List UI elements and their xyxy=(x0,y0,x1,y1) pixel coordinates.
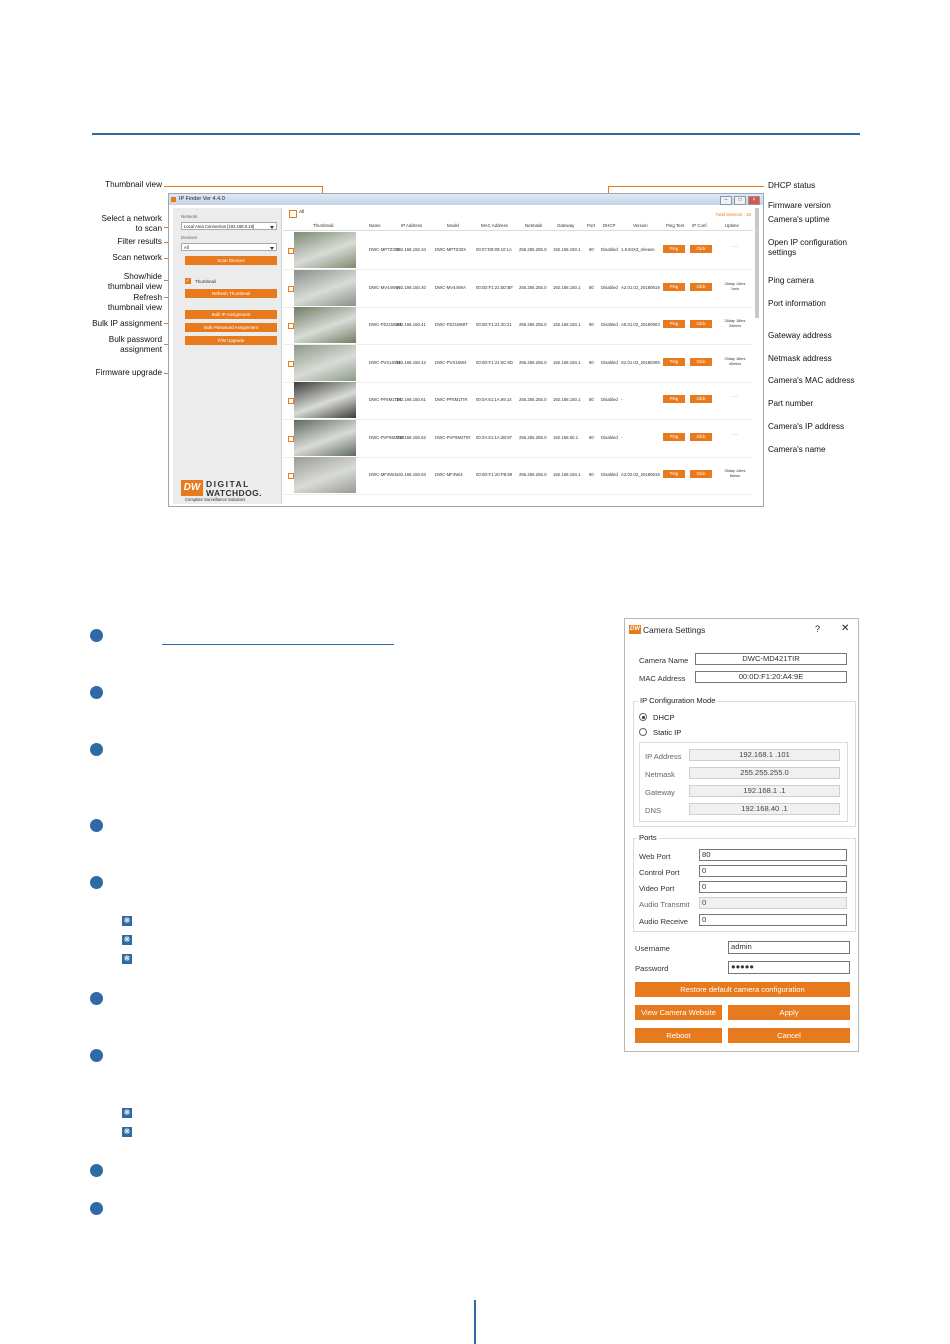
web-port-field[interactable]: 80 xyxy=(699,849,847,861)
cell-name: DWC-PF5M1TIR xyxy=(369,397,402,402)
thumbnail-checkbox[interactable]: ✓ xyxy=(185,278,191,284)
annotation-cameras-name: Camera's name xyxy=(768,445,826,454)
bulk-ip-button[interactable]: Bulk IP Assignment xyxy=(185,310,277,319)
cell-dhcp: Disabled xyxy=(601,322,618,327)
gateway-field: 192.168.1 .1 xyxy=(689,785,840,797)
cell-ip: 192.168.150.41 xyxy=(396,322,426,327)
cell-version: A2.01.02_20180619 xyxy=(621,284,660,290)
bullet-7 xyxy=(90,1049,103,1062)
ip-conf-button[interactable]: Click xyxy=(690,320,712,328)
window-title: IP Finder Ver 4.4.0 xyxy=(179,196,225,202)
logo-line2: WATCHDOG. xyxy=(206,488,262,498)
bullet-5 xyxy=(90,876,103,889)
ip-conf-button[interactable]: Click xyxy=(690,245,712,253)
dhcp-label: DHCP xyxy=(653,713,675,722)
cell-netmask: 255.255.255.0 xyxy=(519,247,547,252)
col-header-netmask[interactable]: Netmask xyxy=(525,223,543,228)
cell-ip: 192.168.150.63 xyxy=(396,472,426,477)
devices-select[interactable]: All xyxy=(181,243,277,251)
refresh-thumbnail-button[interactable]: Refresh Thumbnail xyxy=(185,289,277,298)
ip-address-label: IP Address xyxy=(645,752,682,761)
cell-uptime: 29day 18hrs 40mins xyxy=(724,356,746,366)
annotation-ping-camera: Ping camera xyxy=(768,276,814,285)
cell-gateway: 192.168.150.1 xyxy=(553,247,581,252)
cell-port: 80 xyxy=(589,472,594,477)
digital-watchdog-logo xyxy=(181,480,281,502)
logo-tagline: Complete Surveillance Solutions xyxy=(185,497,246,502)
table-row[interactable] xyxy=(283,270,753,308)
ping-button[interactable]: Ping xyxy=(663,470,685,478)
sidebar xyxy=(173,208,282,504)
header-divider xyxy=(283,230,753,231)
annotation-port-info: Port information xyxy=(768,299,826,308)
cell-mac: 00:0A:61:1A:2B:87 xyxy=(476,434,513,440)
total-devices: Total Devices : 18 xyxy=(715,212,751,217)
snowflake-icon: ❋ xyxy=(123,1108,131,1117)
annotation-show-hide-thumbnail: Show/hide thumbnail view xyxy=(107,272,162,291)
dialog-title: Camera Settings xyxy=(643,625,706,635)
cell-model: DWC-PZ21M69T xyxy=(435,322,468,327)
cell-version: - xyxy=(621,434,623,440)
cell-name: DWC-PZ21M69T xyxy=(369,322,402,327)
annotation-dhcp-status: DHCP status xyxy=(768,181,816,190)
camera-thumbnail xyxy=(294,307,356,343)
cell-ip: 192.168.150.62 xyxy=(396,434,426,440)
control-port-label: Control Port xyxy=(639,868,680,877)
bullet-9 xyxy=(90,1202,103,1215)
dialog-logo: DW xyxy=(630,626,640,632)
apply-button[interactable]: Apply xyxy=(728,1005,850,1020)
bullet-6 xyxy=(90,992,103,1005)
cell-mac: 00:0D:F1:21:5D:BF xyxy=(476,284,514,290)
annotation-select-network: Select a network to scan xyxy=(101,214,162,233)
cell-version: 1.8.94X3_release xyxy=(621,247,655,252)
cell-netmask: 255.255.255.0 xyxy=(519,472,547,477)
cell-mac: 00:0A:61:1A:69:14 xyxy=(476,397,512,402)
cell-gateway: 192.168.150.1 xyxy=(553,359,581,365)
close-icon[interactable]: × xyxy=(748,196,760,205)
cell-model: DWC-PF5M1TIR xyxy=(435,397,468,402)
annotation-scan-network: Scan network xyxy=(112,253,162,262)
bullet-8 xyxy=(90,1164,103,1177)
ip-address-field: 192.168.1 .101 xyxy=(689,749,840,761)
col-header-ipconf[interactable]: IP Conf. xyxy=(692,223,708,228)
cell-port: 80 xyxy=(589,322,594,327)
cell-gateway: 192.168.150.1 xyxy=(553,322,581,327)
cell-model: DWC-MPTZ30X xyxy=(435,247,467,252)
cell-name: DWC-MF4Wi4 xyxy=(369,472,397,477)
cell-name: DWC-PVX16W4 xyxy=(369,359,401,365)
ip-conf-button[interactable]: Click xyxy=(690,358,712,366)
cell-dhcp: Disabled xyxy=(601,434,618,440)
leader-line xyxy=(608,186,764,187)
cell-netmask: 255.255.255.0 xyxy=(519,284,547,290)
gateway-label: Gateway xyxy=(645,788,675,797)
ip-conf-button[interactable]: Click xyxy=(690,395,712,403)
audio-transmit-label: Audio Transmit xyxy=(639,900,690,909)
annotation-bulk-ip: Bulk IP assignment xyxy=(92,319,162,328)
cell-mac: 00:0D:F1:21:20:21 xyxy=(476,322,512,327)
annotation-firmware-version: Firmware version xyxy=(768,201,831,210)
audio-receive-field[interactable]: 0 xyxy=(699,914,847,926)
cell-model: DWC-MV44WIA xyxy=(435,284,467,290)
cell-port: 80 xyxy=(589,397,594,402)
cell-version: - xyxy=(621,397,623,402)
camera-thumbnail xyxy=(294,457,356,493)
col-header-ping[interactable]: Ping Test xyxy=(666,223,684,228)
table-row[interactable] xyxy=(283,345,753,383)
ping-button[interactable]: Ping xyxy=(663,433,685,441)
cell-netmask: 255.255.255.0 xyxy=(519,434,547,440)
cell-model: DWC-PVX16W4 xyxy=(435,359,467,365)
col-header-model[interactable]: Model xyxy=(447,223,459,228)
video-port-field[interactable]: 0 xyxy=(699,881,847,893)
cell-ip: 192.168.150.42 xyxy=(396,359,426,365)
camera-thumbnail xyxy=(294,270,356,306)
cell-uptime: - - - xyxy=(732,394,738,398)
bullet-3 xyxy=(90,743,103,756)
reboot-button[interactable]: Reboot xyxy=(635,1028,722,1043)
annotation-gateway-address: Gateway address xyxy=(768,331,832,340)
cell-dhcp: Disabled xyxy=(601,284,618,290)
cell-ip: 192.168.150.61 xyxy=(396,397,426,402)
link-underline xyxy=(162,644,394,645)
table-row[interactable] xyxy=(283,232,753,270)
window-titlebar xyxy=(169,194,763,205)
username-field[interactable]: admin xyxy=(728,941,850,954)
static-ip-radio[interactable] xyxy=(639,728,647,736)
cell-name: DWC-MV44WIA xyxy=(369,284,401,290)
select-all-label: All xyxy=(299,210,305,215)
annotation-cameras-uptime: Camera's uptime xyxy=(768,215,830,224)
cell-name: DWC-MPTZ30X xyxy=(369,247,401,252)
ping-button[interactable]: Ping xyxy=(663,395,685,403)
cell-version: A2.02.02_20180619 xyxy=(621,472,660,477)
mac-address-field: 00:0D:F1:20:A4:9E xyxy=(695,671,847,683)
static-ip-label: Static IP xyxy=(653,728,682,737)
annotation-open-ip-config: Open IP configuration settings xyxy=(768,238,848,257)
table-row[interactable] xyxy=(283,382,753,420)
col-header-ip[interactable]: IP Address xyxy=(401,223,423,228)
vertical-scrollbar[interactable] xyxy=(755,208,759,318)
cell-netmask: 255.255.255.0 xyxy=(519,322,547,327)
web-port-label: Web Port xyxy=(639,852,671,861)
cell-dhcp: Disabled xyxy=(601,397,618,402)
annotation-thumbnail-view: Thumbnail view xyxy=(105,180,162,189)
cell-gateway: 192.168.150.1 xyxy=(553,472,581,477)
cell-netmask: 255.255.255.0 xyxy=(519,359,547,365)
minimize-icon[interactable]: – xyxy=(720,196,732,205)
cell-mac: 00:0D:F1:20:FB:69 xyxy=(476,472,513,477)
table-row[interactable] xyxy=(283,420,753,458)
network-label: Network xyxy=(181,214,198,219)
col-header-dhcp[interactable]: DHCP xyxy=(603,223,616,228)
cell-port: 80 xyxy=(589,247,594,252)
ping-button[interactable]: Ping xyxy=(663,358,685,366)
bulk-password-button[interactable]: Bulk Password Assignment xyxy=(185,323,277,332)
ip-conf-button[interactable]: Click xyxy=(690,433,712,441)
logo-mark: DW xyxy=(181,480,203,496)
audio-receive-label: Audio Receive xyxy=(639,917,688,926)
cell-gateway: 192.168.150.1 xyxy=(553,284,581,290)
dns-field: 192.168.40 .1 xyxy=(689,803,840,815)
annotation-firmware-upgrade: Firmware upgrade xyxy=(95,368,162,377)
cell-netmask: 255.255.255.0 xyxy=(519,397,547,402)
camera-thumbnail xyxy=(294,420,356,456)
cell-model: DWC-PVF9M2TIR xyxy=(435,434,471,440)
camera-name-label: Camera Name xyxy=(639,656,689,665)
cell-model: DWC-MF4Wi4 xyxy=(435,472,463,477)
view-camera-website-button[interactable]: View Camera Website xyxy=(635,1005,722,1020)
cell-ip: 192.168.150.34 xyxy=(396,247,426,252)
cell-gateway: 192.168.50.1 xyxy=(553,434,579,440)
col-header-thumbnail[interactable]: Thumbnail xyxy=(313,223,334,228)
password-field[interactable]: ●●●●● xyxy=(728,961,850,974)
cell-mac: 00:07:D8:09:10:1A xyxy=(476,247,512,252)
camera-name-field[interactable]: DWC-MD421TIR xyxy=(695,653,847,665)
audio-transmit-field: 0 xyxy=(699,897,847,909)
ip-finder-window xyxy=(168,193,764,507)
ip-conf-button[interactable]: Click xyxy=(690,470,712,478)
cell-ip: 192.168.150.40 xyxy=(396,284,426,290)
cell-port: 80 xyxy=(589,359,594,365)
header-rule xyxy=(92,133,860,135)
annotation-filter-results: Filter results xyxy=(117,237,162,246)
cell-version: A5.01.02_20180903 xyxy=(621,322,660,327)
bullet-4 xyxy=(90,819,103,832)
cell-uptime: 28day 18hrs 34mins xyxy=(724,319,746,328)
logo-line1: DIGITAL xyxy=(206,479,250,489)
control-port-field[interactable]: 0 xyxy=(699,865,847,877)
network-select[interactable]: Local Area Connection [192.168.0.18] xyxy=(181,222,277,230)
snowflake-icon: ❋ xyxy=(123,935,131,944)
ports-label: Ports xyxy=(639,833,657,842)
devices-label: Devices xyxy=(181,235,198,240)
fw-upgrade-button[interactable]: F/W Upgrade xyxy=(185,336,277,345)
ping-button[interactable]: Ping xyxy=(663,245,685,253)
cell-version: S2.01.03_20180309 xyxy=(621,359,660,365)
bullet-1 xyxy=(90,629,103,642)
cell-uptime: - - - xyxy=(732,431,738,436)
mac-address-label: MAC Address xyxy=(639,674,686,683)
cell-name: DWC-PVF9M2TIR xyxy=(369,434,405,440)
col-header-version[interactable]: Version xyxy=(633,223,648,228)
annotation-part-number: Part number xyxy=(768,399,814,408)
camera-thumbnail xyxy=(294,232,356,268)
footer-rule xyxy=(474,1300,476,1344)
dns-label: DNS xyxy=(645,806,662,815)
help-icon[interactable]: ? xyxy=(815,624,821,634)
cell-dhcp: Disabled xyxy=(601,247,618,252)
restore-default-button[interactable]: Restore default camera configuration xyxy=(635,982,850,997)
scan-devices-button[interactable]: Scan Devices xyxy=(185,256,277,265)
annotation-refresh-thumbnail: Refresh thumbnail view xyxy=(107,293,162,312)
annotation-ip-address: Camera's IP address xyxy=(768,422,845,431)
table-row[interactable] xyxy=(283,307,753,345)
username-label: Username xyxy=(635,944,671,953)
cell-uptime: - - - xyxy=(732,244,738,248)
cancel-button[interactable]: Cancel xyxy=(728,1028,850,1043)
snowflake-icon: ❋ xyxy=(123,1127,131,1136)
table-row[interactable] xyxy=(283,457,753,495)
snowflake-icon: ❋ xyxy=(123,916,131,925)
cell-mac: 00:0D:F1:21:5C:6D xyxy=(476,359,514,365)
camera-thumbnail xyxy=(294,382,356,418)
video-port-label: Video Port xyxy=(639,884,675,893)
ip-conf-button[interactable]: Click xyxy=(690,283,712,291)
annotation-netmask-address: Netmask address xyxy=(768,354,832,363)
dhcp-radio[interactable] xyxy=(639,713,647,721)
cell-dhcp: Disabled xyxy=(601,359,618,365)
annotation-bulk-password: Bulk password assignment xyxy=(108,335,162,354)
close-icon[interactable]: ✕ xyxy=(841,623,850,634)
cell-port: 80 xyxy=(589,284,594,290)
leader-line xyxy=(164,186,322,187)
thumbnail-label: Thumbnail xyxy=(195,279,217,284)
cell-uptime: 28day 14hrs 1min xyxy=(724,281,746,291)
ip-config-label: IP Configuration Mode xyxy=(640,696,716,705)
snowflake-icon: ❋ xyxy=(123,954,131,963)
cell-dhcp: Disabled xyxy=(601,472,618,477)
cell-gateway: 192.168.150.1 xyxy=(553,397,581,402)
col-header-port[interactable]: Port xyxy=(587,223,596,228)
annotation-mac-address: Camera's MAC address xyxy=(768,376,855,385)
camera-thumbnail xyxy=(294,345,356,381)
col-header-mac[interactable]: MAC Address xyxy=(481,223,508,228)
ping-button[interactable]: Ping xyxy=(663,283,685,291)
col-header-name[interactable]: Name xyxy=(369,223,381,228)
maximize-icon[interactable]: □ xyxy=(734,196,746,205)
bullet-2 xyxy=(90,686,103,699)
ping-button[interactable]: Ping xyxy=(663,320,685,328)
col-header-uptime[interactable]: Uptime xyxy=(725,223,739,228)
select-all-checkbox[interactable] xyxy=(289,210,297,218)
app-icon xyxy=(171,197,176,202)
cell-uptime: 28day 14hrs 8mins xyxy=(724,469,746,478)
netmask-field: 255.255.255.0 xyxy=(689,767,840,779)
camera-settings-dialog xyxy=(624,618,859,1052)
password-label: Password xyxy=(635,964,669,973)
cell-port: 80 xyxy=(589,434,594,440)
device-grid xyxy=(283,208,761,504)
netmask-label: Netmask xyxy=(645,770,675,779)
col-header-gateway[interactable]: Gateway xyxy=(557,223,575,228)
